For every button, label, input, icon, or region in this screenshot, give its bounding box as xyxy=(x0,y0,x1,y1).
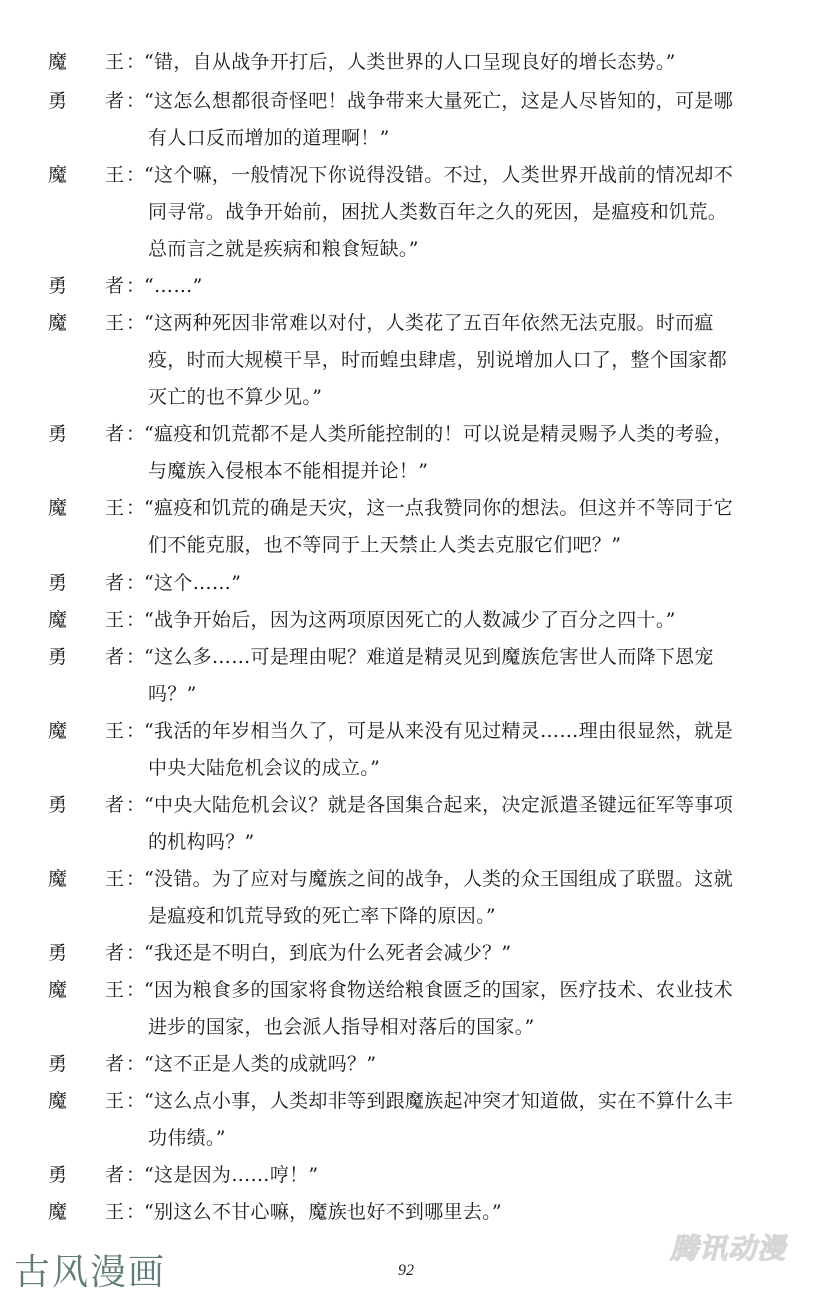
dialogue-text xyxy=(144,602,784,639)
dialogue-text xyxy=(144,935,784,972)
speaker-char-2: 者 xyxy=(105,275,125,297)
dialogue-text xyxy=(144,713,784,787)
speaker-char-2: 者 xyxy=(105,942,125,964)
dialogue-text xyxy=(144,83,784,157)
speaker-label xyxy=(48,602,146,638)
dialogue-text xyxy=(144,44,784,81)
speaker-colon: ： xyxy=(126,1053,146,1075)
dialogue-line: 吗？” xyxy=(148,683,197,705)
dialogue-text xyxy=(144,490,784,564)
dialogue-line: 的机构吗？” xyxy=(148,831,255,853)
speaker-char-1: 魔 xyxy=(48,979,68,1001)
dialogue-line: 中央大陆危机会议的成立。” xyxy=(148,757,381,779)
speaker-char-1: 魔 xyxy=(48,51,68,73)
speaker-char-1: 魔 xyxy=(48,868,68,890)
dialogue-line: 功伟绩。” xyxy=(148,1127,226,1149)
dialogue-line: 疫，时而大规模干旱，时而蝗虫肆虐，别说增加人口了，整个国家都 xyxy=(148,349,728,371)
speaker-char-1: 勇 xyxy=(48,275,68,297)
speaker-label xyxy=(48,972,146,1008)
dialogue-line: “这两种死因非常难以对付，人类花了五百年依然无法克服。时而瘟 xyxy=(144,312,714,334)
speaker-colon: ： xyxy=(126,646,146,668)
speaker-label xyxy=(48,268,146,304)
speaker-char-2: 者 xyxy=(105,794,125,816)
speaker-colon: ： xyxy=(126,423,146,445)
dialogue-line: “中央大陆危机会议？就是各国集合起来，决定派遣圣键远征军等事项 xyxy=(144,794,734,816)
speaker-char-2: 王 xyxy=(105,1090,125,1112)
speaker-char-1: 勇 xyxy=(48,423,68,445)
speaker-colon: ： xyxy=(126,90,146,112)
speaker-colon: ： xyxy=(126,312,146,334)
speaker-colon: ： xyxy=(126,609,146,631)
speaker-colon: ： xyxy=(126,942,146,964)
dialogue-line: 灭亡的也不算少见。” xyxy=(148,386,323,408)
speaker-char-2: 王 xyxy=(105,720,125,742)
dialogue-text xyxy=(144,565,784,602)
speaker-char-2: 王 xyxy=(105,164,125,186)
speaker-colon: ： xyxy=(126,979,146,1001)
dialogue-line: “这么点小事，人类却非等到跟魔族起冲突才知道做，实在不算什么丰 xyxy=(144,1090,734,1112)
dialogue-line: “瘟疫和饥荒都不是人类所能控制的！可以说是精灵赐予人类的考验， xyxy=(144,423,734,445)
dialogue-line: “……” xyxy=(144,275,203,297)
speaker-label xyxy=(48,787,146,823)
dialogue-line: 进步的国家，也会派人指导相对落后的国家。” xyxy=(148,1016,535,1038)
speaker-char-2: 王 xyxy=(105,609,125,631)
speaker-char-2: 王 xyxy=(105,868,125,890)
speaker-label xyxy=(48,1157,146,1193)
dialogue-line: 同寻常。战争开始前，困扰人类数百年之久的死因，是瘟疫和饥荒。 xyxy=(148,201,728,223)
dialogue-text xyxy=(144,861,784,935)
speaker-colon: ： xyxy=(126,794,146,816)
speaker-label xyxy=(48,565,146,601)
speaker-label xyxy=(48,935,146,971)
speaker-label xyxy=(48,713,146,749)
speaker-colon: ： xyxy=(126,868,146,890)
speaker-char-1: 魔 xyxy=(48,609,68,631)
dialogue-line: 总而言之就是疾病和粮食短缺。” xyxy=(148,238,419,260)
speaker-colon: ： xyxy=(126,1201,146,1223)
speaker-char-2: 王 xyxy=(105,51,125,73)
dialogue-line: “错，自从战争开打后，人类世界的人口呈现良好的增长态势。” xyxy=(144,51,676,73)
speaker-label xyxy=(48,416,146,452)
dialogue-line: 们不能克服，也不等同于上天禁止人类去克服它们吧？” xyxy=(148,534,622,556)
speaker-char-1: 魔 xyxy=(48,1090,68,1112)
speaker-char-1: 魔 xyxy=(48,497,68,519)
speaker-colon: ： xyxy=(126,1090,146,1112)
dialogue-line: 有人口反而增加的道理啊！” xyxy=(148,127,390,149)
speaker-label xyxy=(48,639,146,675)
dialogue-line: “这是因为……哼！” xyxy=(144,1164,319,1186)
speaker-char-2: 王 xyxy=(105,497,125,519)
speaker-colon: ： xyxy=(126,572,146,594)
dialogue-text xyxy=(144,639,784,713)
speaker-char-1: 勇 xyxy=(48,942,68,964)
speaker-char-2: 者 xyxy=(105,1053,125,1075)
speaker-colon: ： xyxy=(126,275,146,297)
speaker-char-2: 王 xyxy=(105,1201,125,1223)
dialogue-line: 是瘟疫和饥荒导致的死亡率下降的原因。” xyxy=(148,905,496,927)
speaker-char-2: 者 xyxy=(105,572,125,594)
watermark-tencent-logo: 腾讯动漫 xyxy=(670,1232,787,1265)
speaker-label xyxy=(48,157,146,193)
speaker-char-1: 魔 xyxy=(48,312,68,334)
dialogue-line: “我还是不明白，到底为什么死者会减少？” xyxy=(144,942,512,964)
dialogue-text xyxy=(144,1157,784,1194)
speaker-char-1: 勇 xyxy=(48,794,68,816)
speaker-char-1: 勇 xyxy=(48,646,68,668)
dialogue-text xyxy=(144,416,784,490)
speaker-label xyxy=(48,490,146,526)
speaker-label xyxy=(48,1083,146,1119)
dialogue-line: “我活的年岁相当久了，可是从来没有见过精灵……理由很显然，就是 xyxy=(144,720,734,742)
speaker-char-1: 勇 xyxy=(48,1164,68,1186)
speaker-colon: ： xyxy=(126,164,146,186)
dialogue-text xyxy=(144,268,784,305)
speaker-char-1: 勇 xyxy=(48,90,68,112)
speaker-colon: ： xyxy=(126,51,146,73)
dialogue-line: 与魔族入侵根本不能相提并论！” xyxy=(148,460,429,482)
dialogue-line: “这怎么想都很奇怪吧！战争带来大量死亡，这是人尽皆知的，可是哪 xyxy=(144,90,734,112)
speaker-char-2: 者 xyxy=(105,90,125,112)
dialogue-line: “这个嘛，一般情况下你说得没错。不过，人类世界开战前的情况却不 xyxy=(144,164,734,186)
dialogue-line: “这不正是人类的成就吗？” xyxy=(144,1053,377,1075)
speaker-label xyxy=(48,1046,146,1082)
page-number: 92 xyxy=(398,1262,414,1279)
speaker-char-1: 勇 xyxy=(48,1053,68,1075)
speaker-label xyxy=(48,1194,146,1230)
dialogue-line: “别这么不甘心嘛，魔族也好不到哪里去。” xyxy=(144,1201,502,1223)
speaker-colon: ： xyxy=(126,1164,146,1186)
speaker-label xyxy=(48,83,146,119)
dialogue-text xyxy=(144,787,784,861)
speaker-label xyxy=(48,861,146,897)
watermark-gufeng-logo: 古风漫画 xyxy=(14,1252,167,1293)
dialogue-line: “战争开始后，因为这两项原因死亡的人数减少了百分之四十。” xyxy=(144,609,676,631)
dialogue-text xyxy=(144,1083,784,1157)
speaker-char-1: 勇 xyxy=(48,572,68,594)
speaker-char-2: 者 xyxy=(105,1164,125,1186)
dialogue-text xyxy=(144,972,784,1046)
speaker-label xyxy=(48,44,146,80)
speaker-char-2: 者 xyxy=(105,423,125,445)
dialogue-line: “这么多……可是理由呢？难道是精灵见到魔族危害世人而降下恩宠 xyxy=(144,646,714,668)
speaker-char-2: 王 xyxy=(105,979,125,1001)
speaker-char-2: 者 xyxy=(105,646,125,668)
speaker-colon: ： xyxy=(126,497,146,519)
dialogue-text xyxy=(144,1046,784,1083)
dialogue-line: “没错。为了应对与魔族之间的战争，人类的众王国组成了联盟。这就 xyxy=(144,868,734,890)
dialogue-line: “因为粮食多的国家将食物送给粮食匮乏的国家，医疗技术、农业技术 xyxy=(144,979,734,1001)
speaker-char-1: 魔 xyxy=(48,164,68,186)
speaker-label xyxy=(48,305,146,341)
dialogue-line: “这个……” xyxy=(144,572,242,594)
speaker-char-1: 魔 xyxy=(48,1201,68,1223)
speaker-colon: ： xyxy=(126,720,146,742)
dialogue-text xyxy=(144,157,784,268)
dialogue-text xyxy=(144,1194,784,1231)
dialogue-line: “瘟疫和饥荒的确是天灾，这一点我赞同你的想法。但这并不等同于它 xyxy=(144,497,734,519)
dialogue-text xyxy=(144,305,784,416)
speaker-char-2: 王 xyxy=(105,312,125,334)
speaker-char-1: 魔 xyxy=(48,720,68,742)
